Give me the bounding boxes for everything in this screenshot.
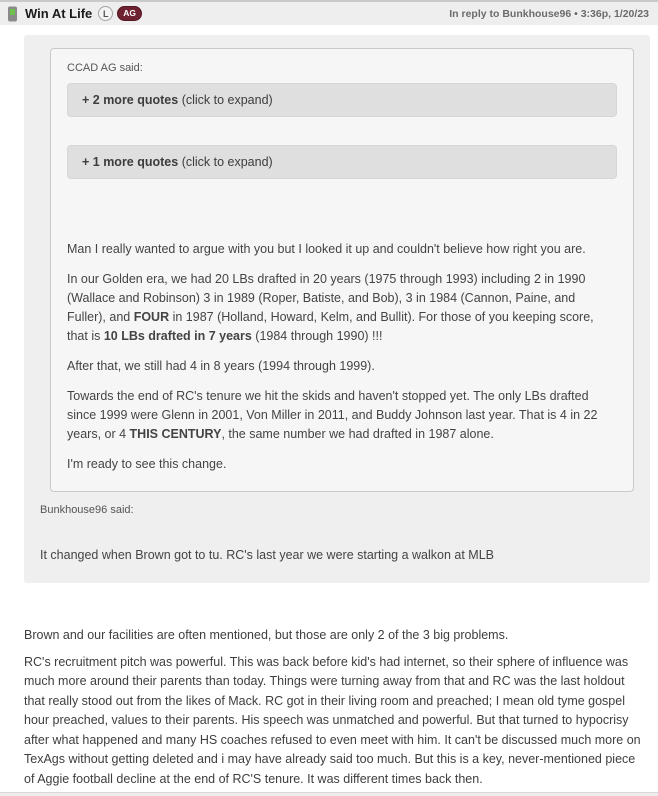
collapsed-quotes-hint: (click to expand) [178,93,273,107]
post-paragraph: RC's recruitment pitch was powerful. This was back before kid's had internet, so their sphere of influence was much more around their parents than today. Things were turning away from that and RC was the last holdout that really stood out from the likes of Mack. RC got in their living room and preached; I mean old tyme gospel hour preached, values to their parents. His speech was unmatched and powerful. But that turned to hypocrisy after what happened and many HS coaches refused to even meet with him. It can't be discussed much more on TexAgs without getting deleted and i may have already said too much. But this is a key, never-mentioned piece of Aggie football decline at the end of RC'S tenure. It was different times back then. [24,654,641,786]
quote-paragraph: I'm ready to see this change. [67,457,227,471]
post-header [0,0,658,25]
user-level-badge: L [98,6,113,21]
post-body [24,626,642,789]
quoted-post-bunkhouse96 [24,35,650,583]
in-reply-to-link[interactable]: In reply to Bunkhouse96 • 3:36p, 1/20/23 [449,7,649,20]
quote-paragraph: It changed when Brown got to tu. RC's last year we were starting a walkon at MLB [40,548,494,562]
quote-paragraph: Towards the end of RC's tenure we hit the skids and haven't stopped yet. The only LBs drafted since 1999 were Glenn in 2001, Von Miller in 2011, and Buddy Johnson last year. That is 4 in 22 years, or 4 THIS CENTURY, the same number we had drafted in 1987 alone. [67,389,598,441]
next-post-divider [0,792,658,796]
ag-member-badge: AG [117,6,142,22]
post-author-username[interactable]: Win At Life [25,6,93,21]
quote-author-label: Bunkhouse96 said: [40,504,134,516]
quote-paragraph: After that, we still had 4 in 8 years (1994 through 1999). [67,359,375,373]
collapsed-quotes-count: + 1 more quotes [82,155,179,169]
collapsed-quotes-count: + 2 more quotes [82,93,179,107]
quote-paragraph: Man I really wanted to argue with you but I looked it up and couldn't believe how right you are. [67,242,586,256]
collapsed-quotes-hint: (click to expand) [178,155,273,169]
quoted-post-ccad-ag [50,48,634,492]
quote-paragraph: In our Golden era, we had 20 LBs drafted in 20 years (1975 through 1993) including 2 in 1990 (Wallace and Robinson) 3 in 1989 (Roper, Batiste, and Bob), 3 in 1984 (Cannon, Paine, and Fuller), and FOUR in 1987 (Holland, Howard, Kelm, and Bullit). For those of you keeping score, that is 10 LBs drafted in 7 years (1984 through 1990) !!! [67,272,594,343]
quote-author-label: CCAD AG said: [67,62,143,74]
collapsed-quotes-expander[interactable] [67,145,617,179]
post-paragraph: Brown and our facilities are often mentioned, but those are only 2 of the 3 big problems. [24,628,509,642]
mobile-device-icon [7,6,18,22]
collapsed-quotes-expander[interactable] [67,83,617,117]
